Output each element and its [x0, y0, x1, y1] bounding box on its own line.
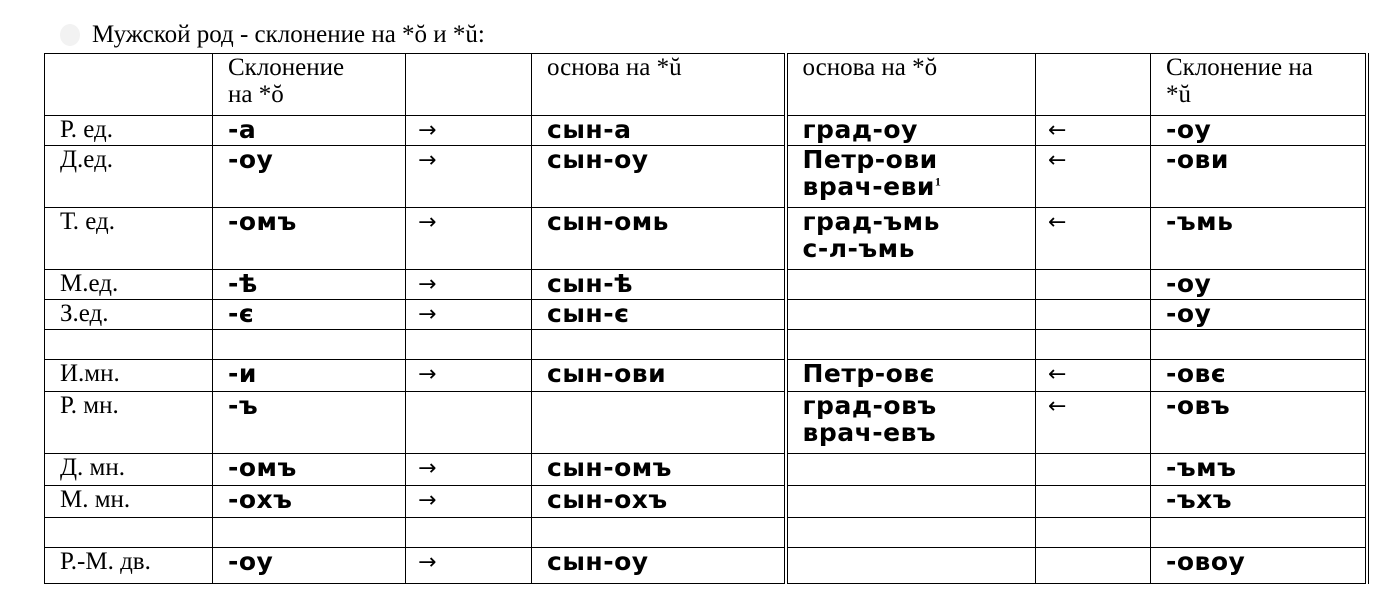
o-stem-example: [786, 360, 1036, 392]
case-cell: [45, 330, 213, 360]
u-stem-example: [532, 518, 786, 548]
case-cell: М.ед.: [45, 270, 213, 300]
case-cell: Д. мн.: [45, 454, 213, 486]
o-stem-example: [786, 392, 1036, 454]
table-row: [45, 116, 1367, 146]
table-row: [45, 486, 1367, 518]
o-declension-ending: -а: [213, 116, 406, 146]
header-case: [45, 54, 213, 116]
arrow-cell: [406, 518, 532, 548]
table-row: [45, 360, 1367, 392]
u-stem-example: сын-омь: [532, 208, 786, 270]
o-stem-example: [786, 330, 1036, 360]
case-cell: Т. ед.: [45, 208, 213, 270]
arrow-cell: ←: [1036, 208, 1151, 270]
table-row: [45, 146, 1367, 208]
o-declension-ending: -охъ: [213, 486, 406, 518]
arrow-cell: [1036, 518, 1151, 548]
u-declension-ending: -ъмъ: [1151, 454, 1367, 486]
header-o-declension: Склонение на *ŏ: [213, 54, 406, 116]
arrow-cell: [1036, 486, 1151, 518]
arrow-cell: [406, 330, 532, 360]
o-stem-line: врач-еви: [802, 172, 935, 201]
o-declension-ending: -и: [213, 360, 406, 392]
arrow-cell: →: [406, 270, 532, 300]
u-declension-ending: -оу: [1151, 116, 1367, 146]
arrow-cell: →: [406, 116, 532, 146]
o-declension-ending: -ъ: [213, 392, 406, 454]
o-stem-line: град-ъмь: [802, 207, 940, 236]
u-declension-ending: -ъхъ: [1151, 486, 1367, 518]
u-declension-ending: -овоу: [1151, 548, 1367, 584]
arrow-cell: [1036, 454, 1151, 486]
arrow-cell: →: [406, 146, 532, 208]
o-stem-example: [786, 518, 1036, 548]
table-row: [45, 300, 1367, 330]
arrow-cell: ←: [1036, 146, 1151, 208]
table-row: [45, 270, 1367, 300]
arrow-cell: [1036, 548, 1151, 584]
u-stem-example: сын-є: [532, 300, 786, 330]
case-cell: З.ед.: [45, 300, 213, 330]
o-stem-line: врач-евъ: [802, 418, 937, 447]
table-row: [45, 454, 1367, 486]
header-u-stem: основа на *ŭ: [532, 54, 786, 116]
header-row: [45, 54, 1367, 116]
o-declension-ending: [213, 330, 406, 360]
arrow-cell: [1036, 270, 1151, 300]
o-stem-line: град-оу: [802, 115, 918, 144]
o-declension-ending: -є: [213, 300, 406, 330]
u-stem-example: сын-ѣ: [532, 270, 786, 300]
page-title: Мужской род - склонение на *ŏ и *ŭ:: [92, 21, 485, 48]
table-row: [45, 330, 1367, 360]
arrow-cell: ←: [1036, 360, 1151, 392]
u-stem-example: сын-охъ: [532, 486, 786, 518]
arrow-cell: →: [406, 360, 532, 392]
o-stem-line: Петр-ови: [802, 145, 938, 174]
arrow-cell: →: [406, 486, 532, 518]
case-cell: Д.ед.: [45, 146, 213, 208]
table-row: [45, 548, 1367, 584]
o-declension-ending: -оу: [213, 146, 406, 208]
u-stem-example: сын-оу: [532, 146, 786, 208]
header-arrow-2: [1036, 54, 1151, 116]
o-declension-ending: -оу: [213, 548, 406, 584]
o-declension-ending: -омъ: [213, 454, 406, 486]
u-declension-ending: -ъмь: [1151, 208, 1367, 270]
arrow-cell: ←: [1036, 392, 1151, 454]
arrow-cell: [1036, 330, 1151, 360]
o-stem-line: с-л-ъмь: [802, 234, 915, 263]
o-stem-example: [786, 146, 1036, 208]
arrow-cell: →: [406, 454, 532, 486]
cursor-mark-icon: [60, 24, 80, 46]
case-cell: Р. ед.: [45, 116, 213, 146]
header-arrow-1: [406, 54, 532, 116]
o-stem-line: Петр-овє: [802, 359, 935, 388]
arrow-cell: ←: [1036, 116, 1151, 146]
header-u-declension: Склонение на *ŭ: [1151, 54, 1367, 116]
arrow-cell: →: [406, 300, 532, 330]
o-declension-ending: [213, 518, 406, 548]
u-declension-ending: -ови: [1151, 146, 1367, 208]
table-row: [45, 392, 1367, 454]
o-stem-example: [786, 454, 1036, 486]
case-cell: Р.-М. дв.: [45, 548, 213, 584]
o-stem-example: [786, 116, 1036, 146]
arrow-cell: [406, 392, 532, 454]
u-stem-example: сын-оу: [532, 548, 786, 584]
u-stem-example: [532, 392, 786, 454]
case-cell: И.мн.: [45, 360, 213, 392]
u-stem-example: сын-а: [532, 116, 786, 146]
o-stem-example: [786, 270, 1036, 300]
header-o-stem: основа на *ŏ: [786, 54, 1036, 116]
u-declension-ending: -овъ: [1151, 392, 1367, 454]
case-cell: Р. мн.: [45, 392, 213, 454]
o-stem-line: град-овъ: [802, 391, 937, 420]
u-declension-ending: -овє: [1151, 360, 1367, 392]
o-declension-ending: -ѣ: [213, 270, 406, 300]
footnote-mark: 1: [934, 174, 942, 189]
o-stem-example: [786, 548, 1036, 584]
arrow-cell: →: [406, 548, 532, 584]
u-declension-ending: -оу: [1151, 300, 1367, 330]
u-declension-ending: -оу: [1151, 270, 1367, 300]
o-stem-example: [786, 300, 1036, 330]
u-stem-example: сын-омъ: [532, 454, 786, 486]
case-cell: М. мн.: [45, 486, 213, 518]
u-stem-example: сын-ови: [532, 360, 786, 392]
table-row: [45, 208, 1367, 270]
u-declension-ending: [1151, 330, 1367, 360]
arrow-cell: [1036, 300, 1151, 330]
u-stem-example: [532, 330, 786, 360]
declension-table: [44, 53, 1369, 584]
o-declension-ending: -омъ: [213, 208, 406, 270]
o-stem-example: [786, 208, 1036, 270]
u-declension-ending: [1151, 518, 1367, 548]
case-cell: [45, 518, 213, 548]
arrow-cell: →: [406, 208, 532, 270]
table-row: [45, 518, 1367, 548]
o-stem-example: [786, 486, 1036, 518]
